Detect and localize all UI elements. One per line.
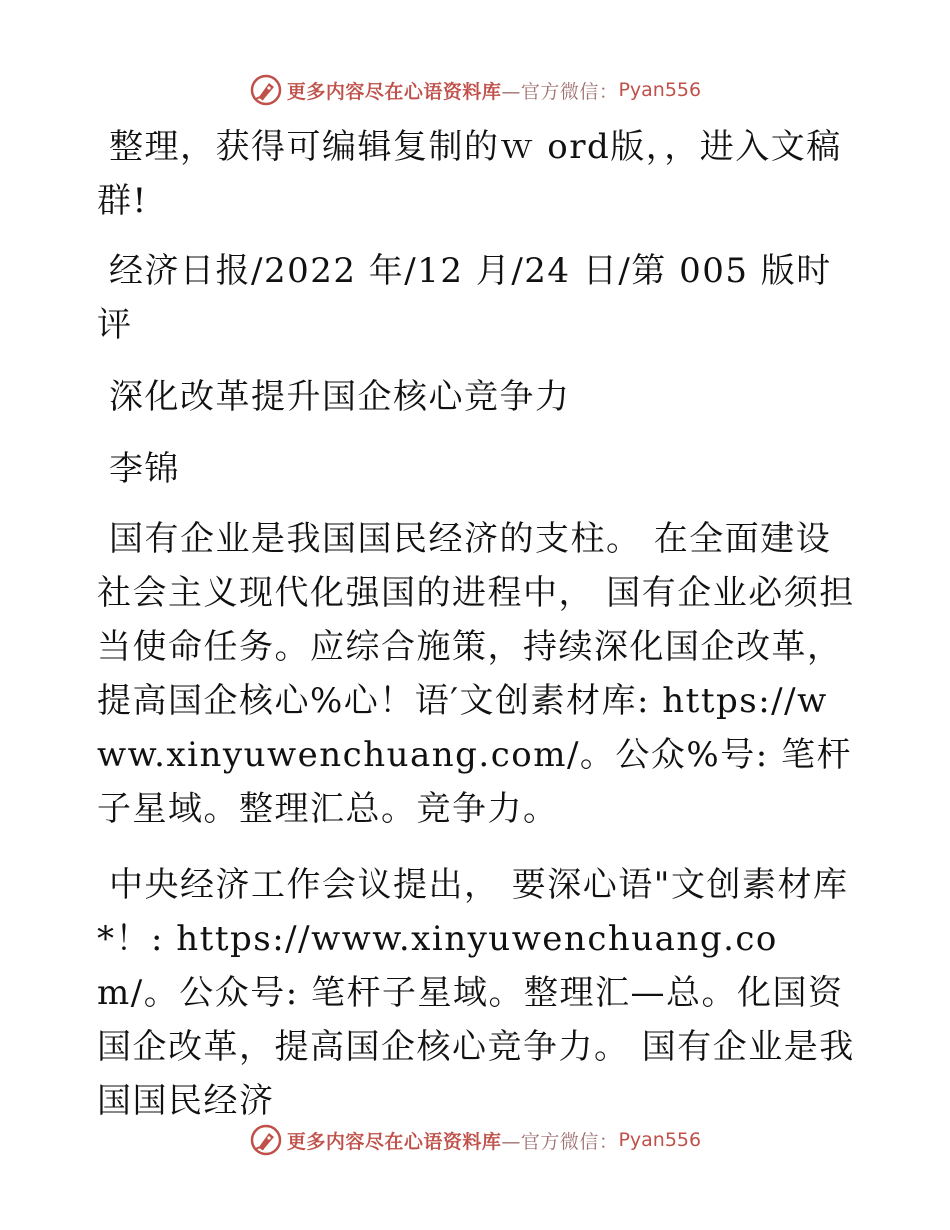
pen-nib-logo-icon: [249, 73, 283, 107]
source-line: 经济日报/2022 年/12 月/24 日/第 005 版时评: [97, 251, 832, 345]
banner-title: 更多内容尽在心语资料库: [286, 80, 502, 103]
article-title: 深化改革提升国企核心竞争力: [109, 377, 571, 417]
banner-wechat-id: Pyan556: [618, 79, 702, 101]
body-paragraph: 中央经济工作会议提出， 要深心语"文创素材库*！: https://www.xinyuwenchuang.com/。公众号: 笔杆子星域。整理汇—总。化国资国企改革，提高国企核心竞争力。 国有企业是我国国民经济: [97, 865, 855, 1121]
footer-banner: [0, 1120, 950, 1160]
header-banner: [0, 70, 950, 110]
banner-wechat-label: —官方微信：: [501, 80, 619, 103]
document-body: [97, 120, 857, 1128]
pen-nib-logo-icon: [249, 1123, 283, 1157]
banner-wechat-label: —官方微信：: [501, 1130, 619, 1153]
banner-title: 更多内容尽在心语资料库: [286, 1130, 502, 1153]
body-paragraph: 国有企业是我国国民经济的支柱。 在全面建设社会主义现代化强国的进程中， 国有企业必须担当使命任务。应综合施策，持续深化国企改革，提高国企核心%心！语′文创素材库: https://www.xinyuwenchuang.com/。公众%号: 笔杆子星域。整理汇总。竞争力。: [97, 519, 855, 829]
banner-wechat-id: Pyan556: [618, 1129, 702, 1151]
author-name: 李锦: [109, 449, 180, 489]
intro-paragraph: 整理，获得可编辑复制的ｗ ord版，，进入文稿群!: [97, 127, 842, 221]
